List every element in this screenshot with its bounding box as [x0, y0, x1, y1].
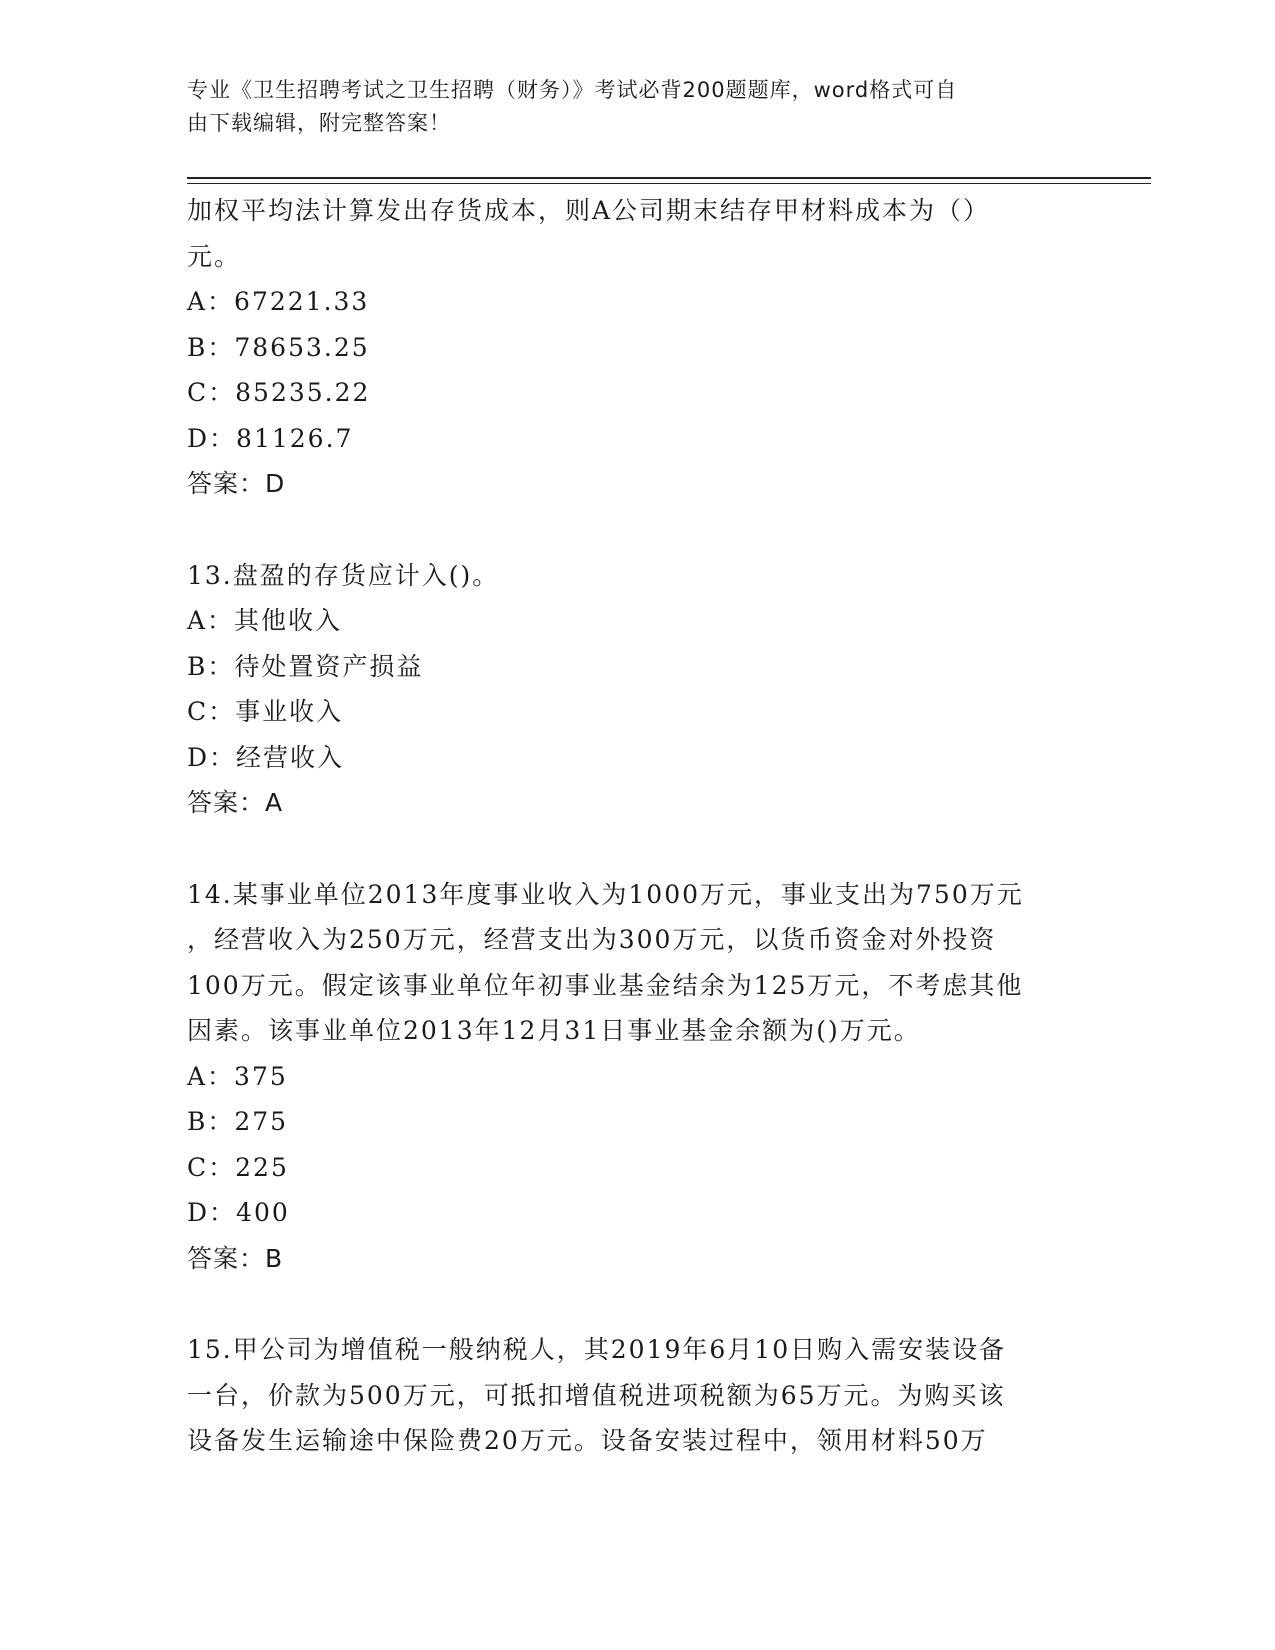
option-c: C：事业收入: [187, 697, 344, 726]
header-line-2: 由下载编辑，附完整答案！: [187, 111, 451, 135]
header-divider-thin: [187, 183, 1151, 184]
header-line-1: 专业《卫生招聘考试之卫生招聘（财务）》考试必背200题题库，word格式可自: [187, 78, 958, 102]
option-d: D：经营收入: [187, 742, 345, 772]
option-a: A：375: [187, 1061, 288, 1091]
option-a: A：67221.33: [187, 287, 370, 316]
question-text-line: 14.某事业单位2013年度事业收入为1000万元，事业支出为750万元: [187, 879, 1024, 909]
question-text-line: 加权平均法计算发出存货成本，则A公司期末结存甲材料成本为（）: [187, 196, 991, 225]
question-14: [187, 872, 1087, 1282]
question-text-line: 因素。该事业单位2013年12月31日事业基金余额为()万元。: [187, 1016, 921, 1045]
spacer: [187, 826, 1087, 872]
document-body: [187, 188, 1087, 1464]
question-text-line: 13.盘盈的存货应计入()。: [187, 560, 500, 590]
answer-line: 答案：D: [187, 469, 286, 498]
answer-line: 答案：A: [187, 788, 284, 817]
question-text-line: ，经营收入为250万元，经营支出为300万元，以货币资金对外投资: [187, 925, 997, 954]
option-a: A：其他收入: [187, 606, 343, 635]
question-13: [187, 553, 1087, 826]
header-divider-thick: [187, 177, 1151, 179]
option-c: C：225: [187, 1152, 289, 1182]
spacer: [187, 1281, 1087, 1327]
question-text-line: 15.甲公司为增值税一般纳税人，其2019年6月10日购入需安装设备: [187, 1335, 1007, 1364]
option-b: B：275: [187, 1107, 289, 1136]
option-c: C：85235.22: [187, 378, 371, 407]
document-header: [187, 74, 1067, 140]
option-b: B：待处置资产损益: [187, 651, 424, 681]
question-text-line: 100万元。假定该事业单位年初事业基金结余为125万元，不考虑其他: [187, 970, 1024, 1000]
option-d: D：81126.7: [187, 423, 354, 453]
question-text-line: 一台，价款为500万元，可抵扣增值税进项税额为65万元。为购买该: [187, 1380, 1006, 1410]
spacer: [187, 507, 1087, 553]
question-text-line: 元。: [187, 241, 242, 271]
question-12: [187, 188, 1087, 507]
answer-line: 答案：B: [187, 1243, 284, 1273]
option-d: D：400: [187, 1198, 290, 1227]
option-b: B：78653.25: [187, 332, 370, 362]
question-text-line: 设备发生运输途中保险费20万元。设备安装过程中，领用材料50万: [187, 1426, 988, 1455]
question-15: [187, 1327, 1087, 1464]
